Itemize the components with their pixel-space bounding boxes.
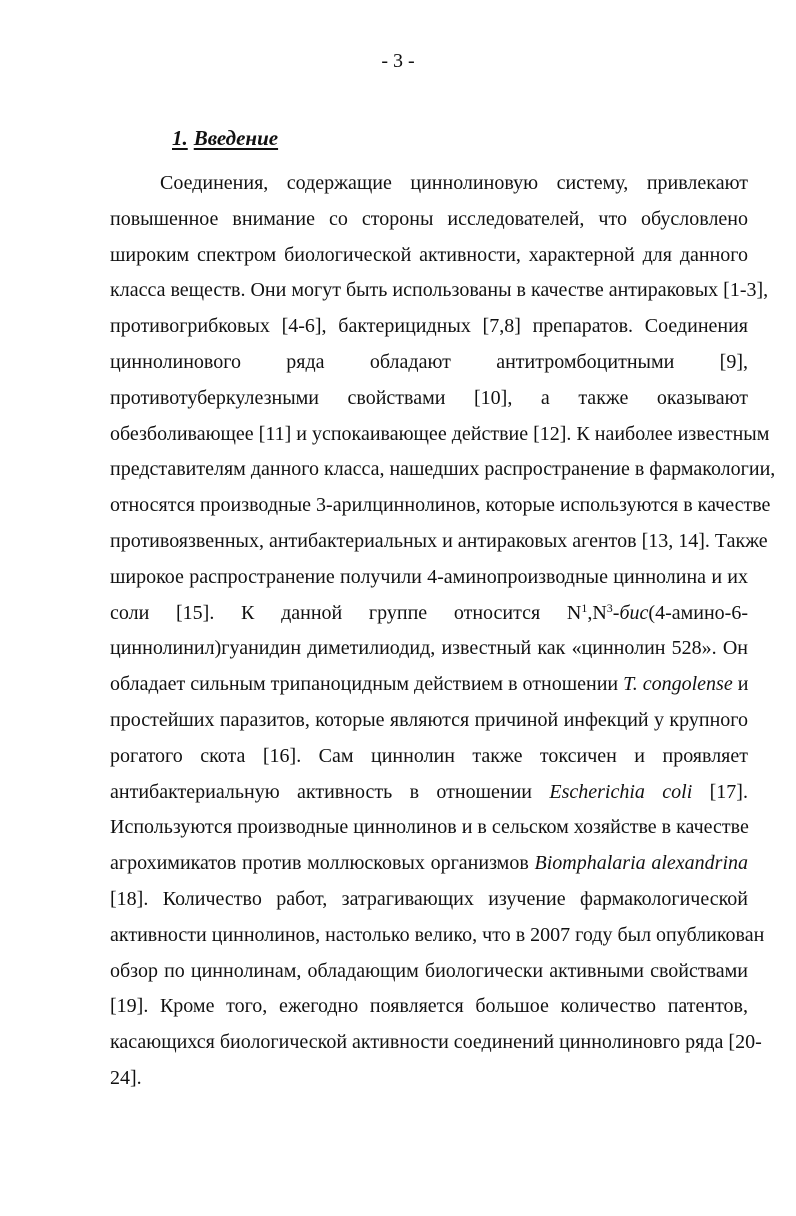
superscript: 3 bbox=[606, 600, 613, 615]
text-line: противотуберкулезными свойствами [10], а также оказывают bbox=[110, 386, 748, 409]
species-name: Escherichia coli bbox=[549, 780, 693, 803]
text-line: касающихся биологической активности соединений циннолиновго ряда [20- bbox=[110, 1031, 762, 1054]
nitrogen-label: N bbox=[566, 601, 582, 624]
text-line: Соединения, содержащие циннолиновую систему, привлекают bbox=[160, 172, 748, 194]
text-line: циннолинового ряда обладают антитромбоцитными [9], bbox=[110, 350, 748, 373]
text-line: рогатого скота [16]. Сам циннолин также токсичен и проявляет bbox=[110, 744, 748, 767]
text-line bbox=[110, 846, 748, 882]
section-number: 1. bbox=[172, 126, 188, 150]
text-line: противоязвенных, антибактериальных и антираковых агентов [13, 14]. Также bbox=[110, 529, 768, 552]
species-name: T. congolense bbox=[623, 673, 733, 696]
text-line: простейших паразитов, которые являются причиной инфекций у крупного bbox=[110, 708, 748, 731]
text-line: повышенное внимание со стороны исследователей, что обусловлено bbox=[110, 207, 748, 230]
text-line: обезболивающее [11] и успокаивающее действие [12]. К наиболее известным bbox=[110, 422, 770, 445]
line-text: антибактериальную активность в отношении bbox=[110, 780, 550, 803]
page-number: - 3 - bbox=[381, 50, 415, 72]
body-paragraph bbox=[110, 166, 776, 1097]
section-heading bbox=[172, 125, 278, 151]
line-text: [17]. bbox=[692, 780, 748, 803]
line-text: агрохимикатов против моллюсковых организмов bbox=[110, 852, 535, 875]
text-line: Используются производные циннолинов и в сельском хозяйстве в качестве bbox=[110, 816, 749, 839]
species-name: Biomphalaria alexandrina bbox=[534, 852, 749, 875]
hyphen: - bbox=[612, 601, 620, 624]
text-line: [18]. Количество работ, затрагивающих изучение фармакологической bbox=[110, 887, 748, 910]
comma: , bbox=[587, 601, 593, 624]
text-line: широким спектром биологической активности, характерной для данного bbox=[110, 243, 748, 266]
line-text: обладает сильным трипаноцидным действием в отношении bbox=[110, 673, 624, 696]
line-text: и bbox=[732, 673, 749, 696]
text-line bbox=[110, 596, 748, 632]
bis-prefix: бис bbox=[619, 601, 649, 624]
line-text: (4-амино-6- bbox=[648, 601, 748, 624]
text-line: 24]. bbox=[110, 1066, 142, 1089]
text-line: класса веществ. Они могут быть использованы в качестве антираковых [1-3], bbox=[110, 279, 769, 302]
text-line bbox=[110, 775, 748, 811]
text-line: широкое распространение получили 4-аминопроизводные циннолина и их bbox=[110, 565, 748, 588]
text-line: циннолинил)гуанидин диметилиодид, известный как «циннолин 528». Он bbox=[110, 637, 748, 660]
text-line: [19]. Кроме того, ежегодно появляется большое количество патентов, bbox=[110, 995, 748, 1018]
text-line: представителям данного класса, нашедших распространение в фармакологии, bbox=[110, 458, 776, 481]
text-line bbox=[110, 667, 748, 703]
text-line: относятся производные 3-арилциннолинов, которые используются в качестве bbox=[110, 494, 771, 517]
section-title: Введение bbox=[193, 126, 279, 150]
line-text: соли [15]. К данной группе относится bbox=[110, 601, 567, 624]
text-line: обзор по циннолинам, обладающим биологически активными свойствами bbox=[110, 959, 748, 982]
superscript: 1 bbox=[581, 600, 588, 615]
text-line: противогрибковых [4-6], бактерицидных [7,8] препаратов. Соединения bbox=[110, 315, 748, 338]
nitrogen-label: N bbox=[592, 601, 607, 624]
text-line: активности циннолинов, настолько велико, что в 2007 году был опубликован bbox=[110, 923, 765, 946]
